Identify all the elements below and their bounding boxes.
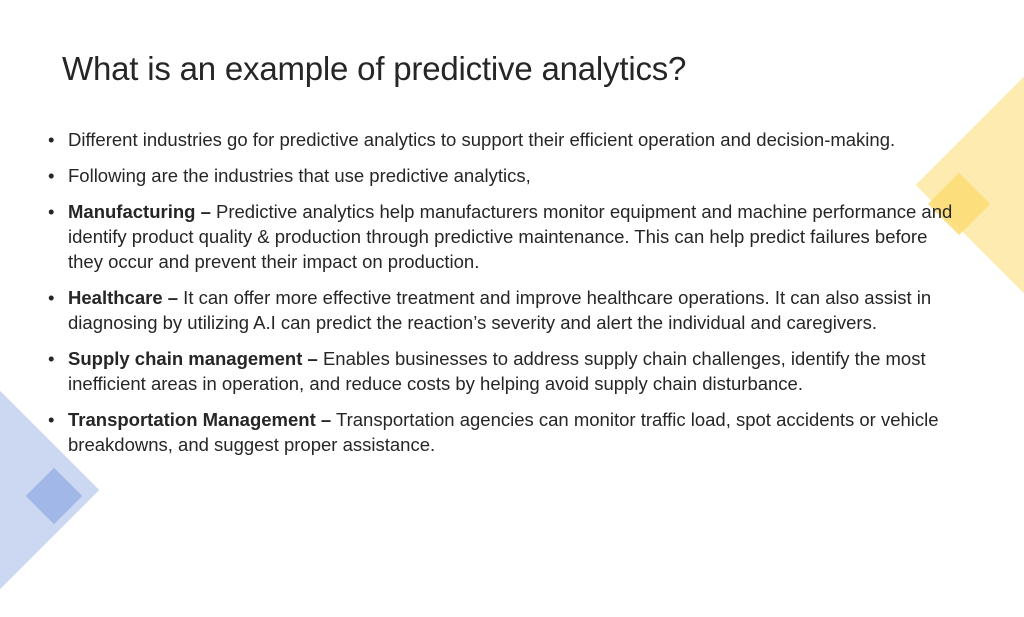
slide-title: What is an example of predictive analytics? (62, 50, 687, 87)
bullet-term: Healthcare – (68, 287, 179, 308)
bullet-text: Different industries go for predictive analytics to support their efficient operation and decision-making. (68, 129, 896, 150)
bullet-item (46, 346, 966, 396)
bullet-text: It can offer more effective treatment and improve healthcare operations. It can also assist in diagnosing by utilizing A.I can predict the reaction’s severity and alert the individual and caregivers. (68, 287, 932, 333)
bullet-item (46, 163, 966, 188)
bullet-item (46, 285, 966, 335)
bullet-term: Manufacturing – (68, 201, 211, 222)
bullet-item (46, 199, 966, 274)
bullet-term: Supply chain management – (68, 348, 318, 369)
bullet-term: Transportation Management – (68, 409, 332, 430)
bullet-item (46, 407, 966, 457)
bullet-list (46, 127, 966, 468)
bullet-text: Predictive analytics help manufacturers monitor equipment and machine performance and identify product quality & production through predictive maintenance. This can help predict failures before they occur and prevent their impact on production. (68, 201, 953, 272)
bullet-text: Following are the industries that use predictive analytics, (68, 165, 531, 186)
bullet-text: Transportation agencies can monitor traffic load, spot accidents or vehicle breakdowns, and suggest proper assistance. (68, 409, 939, 455)
bullet-item (46, 127, 966, 152)
bullet-text: Enables businesses to address supply chain challenges, identify the most inefficient areas in operation, and reduce costs by helping avoid supply chain disturbance. (68, 348, 926, 394)
